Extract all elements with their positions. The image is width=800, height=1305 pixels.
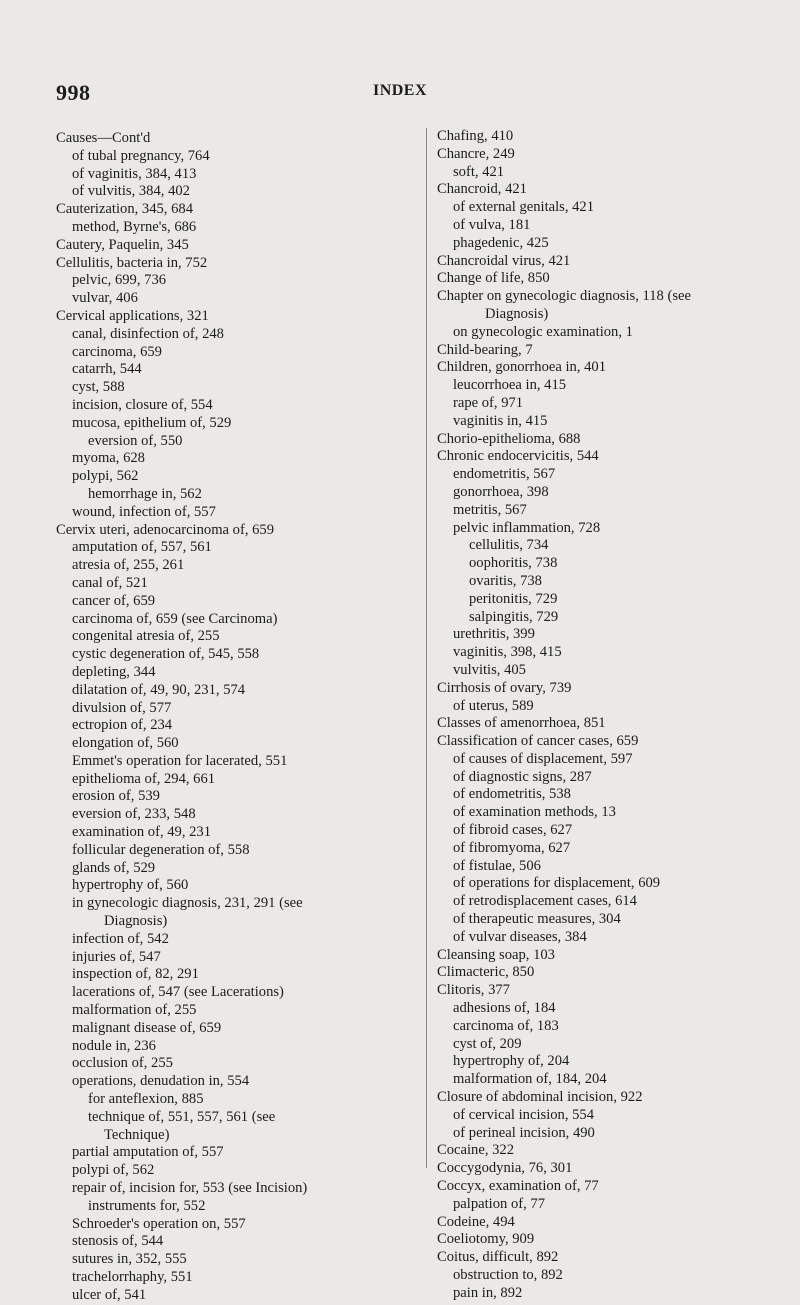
index-entry: of endometritis, 538 [453, 786, 571, 803]
index-entry: urethritis, 399 [453, 626, 535, 643]
index-entry: trachelorrhaphy, 551 [72, 1269, 193, 1285]
index-entry: occlusion of, 255 [72, 1055, 173, 1072]
index-entry: Chapter on gynecologic diagnosis, 118 (see [437, 288, 691, 305]
index-entry: catarrh, 544 [72, 361, 142, 378]
index-entry: phagedenic, 425 [453, 234, 549, 251]
index-entry: Classification of cancer cases, 659 [437, 733, 639, 750]
index-entry: cancer of, 659 [72, 592, 156, 609]
index-entry: soft, 421 [453, 163, 505, 180]
index-entry: follicular degeneration of, 558 [72, 841, 250, 858]
index-entry: Child-bearing, 7 [437, 341, 533, 358]
index-entry: on gynecologic examination, 1 [453, 323, 633, 340]
index-entry: sutures in, 352, 555 [72, 1251, 187, 1268]
index-entry: pain in, 892 [453, 1284, 523, 1301]
index-entry: Change of life, 850 [437, 270, 550, 287]
index-entry: of tubal pregnancy, 764 [72, 147, 210, 164]
index-entry: obstruction to, 892 [453, 1267, 563, 1283]
index-entry: infection of, 542 [72, 930, 169, 947]
index-entry: carcinoma of, 183 [453, 1017, 559, 1034]
index-entry: Chorio-epithelioma, 688 [437, 430, 581, 447]
index-entry: Cleansing soap, 103 [437, 946, 555, 963]
index-entry: hemorrhage in, 562 [88, 485, 202, 502]
index-entry: cyst, 588 [72, 379, 125, 396]
index-entry: pelvic, 699, 736 [72, 272, 167, 289]
index-entry: polypi of, 562 [72, 1162, 155, 1179]
index-entry: gonorrhoea, 398 [453, 483, 549, 500]
index-column-left [56, 130, 416, 1305]
index-entry: Climacteric, 850 [437, 964, 535, 981]
index-entry: Children, gonorrhoea in, 401 [437, 359, 607, 376]
index-entry: palpation of, 77 [453, 1195, 546, 1212]
index-entry: Classes of amenorrhoea, 851 [437, 715, 606, 732]
index-entry: malformation of, 184, 204 [453, 1071, 607, 1088]
index-entry: rape of, 971 [453, 394, 524, 411]
index-entry: Coccyx, examination of, 77 [437, 1178, 599, 1195]
index-entry: adhesions of, 184 [453, 1000, 556, 1017]
index-entry: nodule in, 236 [72, 1037, 156, 1054]
index-entry: of external genitals, 421 [453, 199, 595, 216]
index-entry: Closure of abdominal incision, 922 [437, 1089, 643, 1106]
index-entry: ectropion of, 234 [72, 717, 173, 734]
index-entry: cyst of, 209 [453, 1035, 522, 1052]
index-entry: of vulva, 181 [453, 216, 531, 233]
index-entry: eversion of, 233, 548 [72, 806, 196, 823]
index-entry: for anteflexion, 885 [88, 1091, 204, 1108]
index-entry: of cervical incision, 554 [453, 1106, 595, 1123]
index-entry: canal, disinfection of, 248 [72, 325, 224, 342]
index-entry: Coitus, difficult, 892 [437, 1249, 559, 1266]
index-entry: Chancroid, 421 [437, 181, 527, 198]
index-entry: of uterus, 589 [453, 697, 534, 714]
index-entry: Clitoris, 377 [437, 982, 510, 999]
index-entry: leucorrhoea in, 415 [453, 377, 567, 394]
index-entry: Cellulitis, bacteria in, 752 [56, 254, 208, 271]
index-entry: dilatation of, 49, 90, 231, 574 [72, 681, 246, 698]
index-entry: in gynecologic diagnosis, 231, 291 (see [72, 895, 303, 912]
index-entry: ovaritis, 738 [469, 572, 542, 589]
index-entry: of vaginitis, 384, 413 [72, 165, 197, 182]
index-entry: of fibroid cases, 627 [453, 822, 573, 839]
index-entry: instruments for, 552 [88, 1197, 206, 1214]
index-entry: of operations for displacement, 609 [453, 875, 661, 892]
index-entry: eversion of, 550 [88, 432, 183, 449]
index-entry: atresia of, 255, 261 [72, 557, 185, 574]
index-entry: vaginitis in, 415 [453, 412, 548, 429]
index-entry: pelvic inflammation, 728 [453, 519, 601, 536]
index-entry: Cervix uteri, adenocarcinoma of, 659 [56, 521, 275, 538]
index-entry: Chronic endocervicitis, 544 [437, 448, 599, 465]
index-entry: operations, denudation in, 554 [72, 1073, 250, 1090]
index-entry: wound, infection of, 557 [72, 503, 216, 520]
running-head: INDEX [372, 82, 428, 99]
index-entry: erosion of, 539 [72, 788, 160, 805]
index-entry: Coccygodynia, 76, 301 [437, 1160, 573, 1177]
index-entry: of therapeutic measures, 304 [453, 911, 621, 928]
index-entry: carcinoma, 659 [72, 343, 162, 360]
index-entry: Cirrhosis of ovary, 739 [437, 679, 572, 696]
index-entry: repair of, incision for, 553 (see Incision) [72, 1180, 308, 1197]
index-entry: Coeliotomy, 909 [437, 1231, 535, 1248]
index-column-right [426, 128, 800, 1301]
index-entry: of vulvitis, 384, 402 [72, 183, 190, 200]
index-entry: Diagnosis) [104, 913, 168, 930]
index-entry: peritonitis, 729 [469, 590, 558, 607]
index-entry: amputation of, 557, 561 [72, 539, 212, 556]
index-entry: cystic degeneration of, 545, 558 [72, 646, 260, 663]
index-entry: Diagnosis) [485, 305, 549, 322]
index-entry: inspection of, 82, 291 [72, 966, 199, 983]
index-entry: carcinoma of, 659 (see Carcinoma) [72, 610, 278, 627]
index-entry: depleting, 344 [72, 663, 156, 680]
index-entry: metritis, 567 [453, 501, 527, 518]
index-entry: Cervical applications, 321 [56, 307, 209, 324]
index-entry: Cocaine, 322 [437, 1142, 515, 1159]
index-entry: hypertrophy of, 560 [72, 877, 189, 894]
index-entry: Chafing, 410 [437, 128, 514, 144]
index-entry: partial amputation of, 557 [72, 1144, 224, 1161]
index-entry: polypi, 562 [72, 468, 139, 485]
index-entry: of examination methods, 13 [453, 804, 616, 821]
index-entry: of fibromyoma, 627 [453, 839, 571, 856]
index-entry: ulcer of, 541 [72, 1286, 147, 1303]
index-entry: malignant disease of, 659 [72, 1019, 222, 1036]
index-entry: stenosis of, 544 [72, 1233, 164, 1250]
index-entry: Technique) [104, 1126, 170, 1143]
index-entry: epithelioma of, 294, 661 [72, 770, 216, 787]
index-entry: divulsion of, 577 [72, 699, 172, 716]
index-entry: of causes of displacement, 597 [453, 750, 633, 767]
index-entry: Chancroidal virus, 421 [437, 252, 571, 269]
index-entry: salpingitis, 729 [469, 608, 559, 625]
index-entry: technique of, 551, 557, 561 (see [88, 1108, 276, 1125]
index-entry: vulvitis, 405 [453, 661, 526, 678]
index-entry: Codeine, 494 [437, 1213, 515, 1230]
index-entry: Emmet's operation for lacerated, 551 [72, 752, 288, 769]
index-entry: of vulvar diseases, 384 [453, 928, 587, 945]
index-entry: cellulitis, 734 [469, 537, 549, 554]
index-entry: congenital atresia of, 255 [72, 628, 220, 645]
index-entry: mucosa, epithelium of, 529 [72, 414, 232, 431]
index-entry: incision, closure of, 554 [72, 396, 213, 413]
index-entry: Cautery, Paquelin, 345 [56, 236, 189, 253]
index-entry: canal of, 521 [72, 574, 148, 591]
page-number: 998 [56, 80, 91, 105]
index-entry: injuries of, 547 [72, 948, 161, 965]
index-entry: vulvar, 406 [72, 290, 138, 307]
index-entry: of perineal incision, 490 [453, 1124, 595, 1141]
index-entry: of diagnostic signs, 287 [453, 768, 592, 785]
index-entry: myoma, 628 [72, 450, 145, 467]
index-entry: malformation of, 255 [72, 1002, 197, 1019]
index-entry: Chancre, 249 [437, 145, 515, 162]
index-entry: oophoritis, 738 [469, 555, 558, 572]
index-entry: lacerations of, 547 (see Lacerations) [72, 984, 284, 1001]
index-entry: hypertrophy of, 204 [453, 1053, 570, 1070]
index-entry: of retrodisplacement cases, 614 [453, 893, 637, 910]
index-entry: glands of, 529 [72, 859, 156, 876]
index-entry: method, Byrne's, 686 [72, 218, 197, 235]
index-entry: of fistulae, 506 [453, 857, 541, 874]
index-entry: Cauterization, 345, 684 [56, 201, 193, 218]
index-entry: Schroeder's operation on, 557 [72, 1215, 246, 1232]
index-entry: examination of, 49, 231 [72, 824, 212, 841]
index-entry: elongation of, 560 [72, 735, 179, 752]
index-entry: endometritis, 567 [453, 466, 556, 483]
index-entry: vaginitis, 398, 415 [453, 644, 562, 661]
index-entry: Causes—Cont'd [56, 130, 151, 146]
